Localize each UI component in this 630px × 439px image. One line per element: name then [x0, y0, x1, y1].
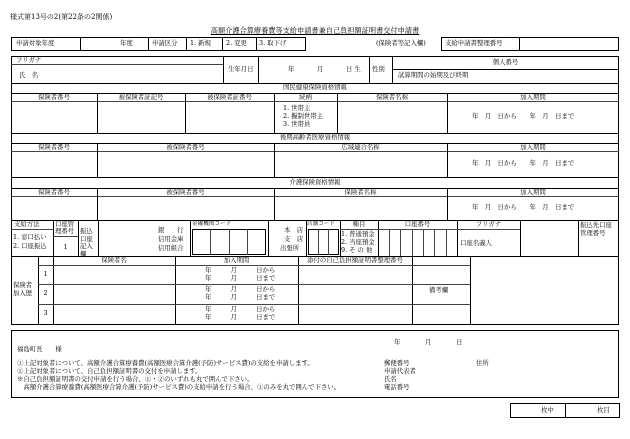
- sex-label: 性別: [372, 65, 385, 73]
- account-type-9[interactable]: 9. そ の 他: [341, 246, 373, 254]
- account-type-2[interactable]: 2. 当座預金: [341, 238, 375, 246]
- history-to: 年 月 日まで: [205, 313, 276, 321]
- kaigo-col-insurer-name: 保険者名称: [344, 188, 377, 196]
- personal-number-label: 個人番号: [492, 58, 519, 66]
- history-row-no: 3: [43, 309, 48, 317]
- history-col-period: 加入期間: [223, 256, 250, 264]
- payment-method-2[interactable]: 2. 口座振込: [13, 242, 47, 250]
- payment-method-label: 支給方法: [14, 220, 40, 228]
- kaigo-col-period: 加入期間: [520, 188, 546, 196]
- account-type-1[interactable]: 1. 普通預金: [341, 230, 375, 238]
- declaration-line-2: ②上記対象者について、自己負担額証明書の交付を申請します。: [17, 367, 202, 375]
- koki-col-union-name: 広域連合名称: [341, 143, 380, 151]
- sheet-total-label: 枚中: [541, 406, 554, 414]
- declaration-line-1: ①上記対象者について、高額介護合算療養費(高額医療合算介護(予防)サービス費)の支給を申請します。: [17, 359, 314, 367]
- institution-code-label: 金融機関コード: [192, 221, 232, 227]
- address-label: 住所: [476, 359, 489, 367]
- history-to: 年 月 日まで: [205, 274, 276, 282]
- history-from: 年 月 日から: [205, 305, 276, 313]
- option-withdraw[interactable]: 3. 取下げ: [259, 39, 287, 47]
- form-number: 様式第13号の2(第22条の2関係): [10, 13, 113, 21]
- date-day: 日: [456, 338, 463, 346]
- branch-honten[interactable]: 本 店: [284, 226, 304, 234]
- declaration-note-1: ※自己負担額証明書の交付申請を行う場合、①・②のいずれも丸で囲んで下さい。: [17, 375, 254, 383]
- koki-col-insurer-no: 保険者番号: [38, 143, 70, 151]
- payment-method-1[interactable]: 1. 窓口払い: [13, 233, 47, 241]
- birth-label: 生年月日: [228, 65, 254, 73]
- relation-1[interactable]: 1. 世帯主: [283, 104, 311, 112]
- branch-shutchosho[interactable]: 出張所: [280, 244, 300, 252]
- history-side-label: 保険者加入歴: [13, 281, 33, 297]
- representative-label: 申請代表者: [384, 367, 416, 375]
- declaration-note-2: 高額介護合算療養費(高額医療合算介護(予防)サービス費)の支給申請を行う場合、①のみを丸で囲んで下さい。: [17, 383, 341, 391]
- year-unit: 年度: [120, 39, 133, 47]
- birth-day: 日 生: [346, 65, 361, 73]
- koki-section-title: 後期高齢者医療資格情報: [279, 133, 351, 141]
- target-year-label: 申請対象年度: [16, 39, 55, 47]
- insurer-note: (保険者等記入欄): [376, 39, 426, 47]
- account-type-label: 種目: [352, 220, 366, 228]
- dest-ref-label: 振込先口座管理番号: [580, 221, 612, 237]
- applicant-name-label: 氏名: [384, 375, 397, 383]
- counter-mgmt-num: 1: [63, 243, 68, 251]
- branch-code-box[interactable]: [308, 229, 339, 255]
- holder-furigana-label: フリガナ: [475, 220, 502, 228]
- account-number-label: 口座番号: [404, 220, 431, 228]
- postal-label: 郵便番号: [384, 359, 410, 367]
- bank-type-shinkin[interactable]: 信用金庫: [158, 235, 184, 243]
- kokuho-col-number: 被保険者証番号: [207, 93, 252, 101]
- koki-col-number: 被保険者番号: [166, 143, 205, 151]
- kokuho-period-text: 年 月 日から 年 月 日まで: [472, 112, 575, 120]
- koki-col-period: 加入期間: [520, 143, 546, 151]
- option-change[interactable]: 2. 変更: [226, 39, 247, 47]
- kokuho-col-relation: 続柄: [299, 93, 312, 101]
- koki-period-text: 年 月 日から 年 月 日まで: [472, 159, 575, 167]
- history-from: 年 月 日から: [205, 266, 276, 274]
- birth-year: 年: [288, 65, 295, 73]
- kaigo-section-title: 介護保険資格情報: [289, 178, 341, 186]
- kokuho-section-title: 国民健康保険資格情報: [283, 83, 347, 91]
- kokuho-col-insurer-no: 保険者番号: [38, 93, 70, 101]
- bank-type-kumiai[interactable]: 信用組合: [158, 244, 184, 252]
- ref-number-label: 支給申請書整理番号: [445, 39, 503, 47]
- branch-shiten[interactable]: 支 店: [284, 235, 304, 243]
- bank-type-ginkou[interactable]: 銀 行: [158, 226, 184, 234]
- history-col-insurer: 保険者名: [101, 256, 127, 264]
- category-label: 申請区分: [152, 39, 178, 47]
- name-label: 氏 名: [19, 71, 39, 79]
- sheet-current-label: 枚目: [597, 406, 610, 414]
- branch-code-label: 店舗コード: [307, 221, 335, 227]
- counter-mgmt-label: 口座管理番号: [55, 220, 75, 236]
- history-row-no: 1: [43, 270, 48, 278]
- history-col-cert: 添付の自己負担額証明書整理番号: [307, 256, 403, 264]
- kaigo-period-text: 年 月 日から 年 月 日まで: [472, 203, 575, 211]
- period-label: 試算期間の始期及び終期: [398, 71, 469, 79]
- history-row-no: 2: [43, 289, 48, 297]
- form-title: 高額介護合算療養費等支給申請書兼自己負担額証明書交付申請書: [210, 26, 420, 35]
- kaigo-col-insurer-no: 保険者番号: [38, 188, 70, 196]
- history-to: 年 月 日まで: [205, 293, 276, 301]
- transfer-account-label: 振込口座記入欄: [80, 227, 93, 259]
- furigana-label: フリガナ: [16, 56, 42, 64]
- relation-2[interactable]: 2. 擬制世帯主: [283, 112, 324, 120]
- addressee: 福島町長 様: [17, 345, 62, 353]
- kokuho-col-symbol: 被保険者証記号: [118, 93, 164, 101]
- kokuho-col-period: 加入期間: [520, 93, 546, 101]
- kaigo-col-number: 被保険者番号: [166, 188, 205, 196]
- date-month: 月: [425, 338, 432, 346]
- option-new[interactable]: 1. 新規: [190, 39, 211, 47]
- date-year: 年: [394, 338, 401, 346]
- history-from: 年 月 日から: [205, 285, 276, 293]
- account-holder-label: 口座名義人: [460, 239, 492, 247]
- kokuho-col-insurer-name: 保険者名称: [376, 93, 408, 101]
- remarks-label: 備考欄: [429, 286, 449, 294]
- relation-3[interactable]: 3. 世帯員: [283, 120, 311, 128]
- birth-month: 月: [317, 65, 324, 73]
- phone-label: 電話番号: [384, 383, 410, 391]
